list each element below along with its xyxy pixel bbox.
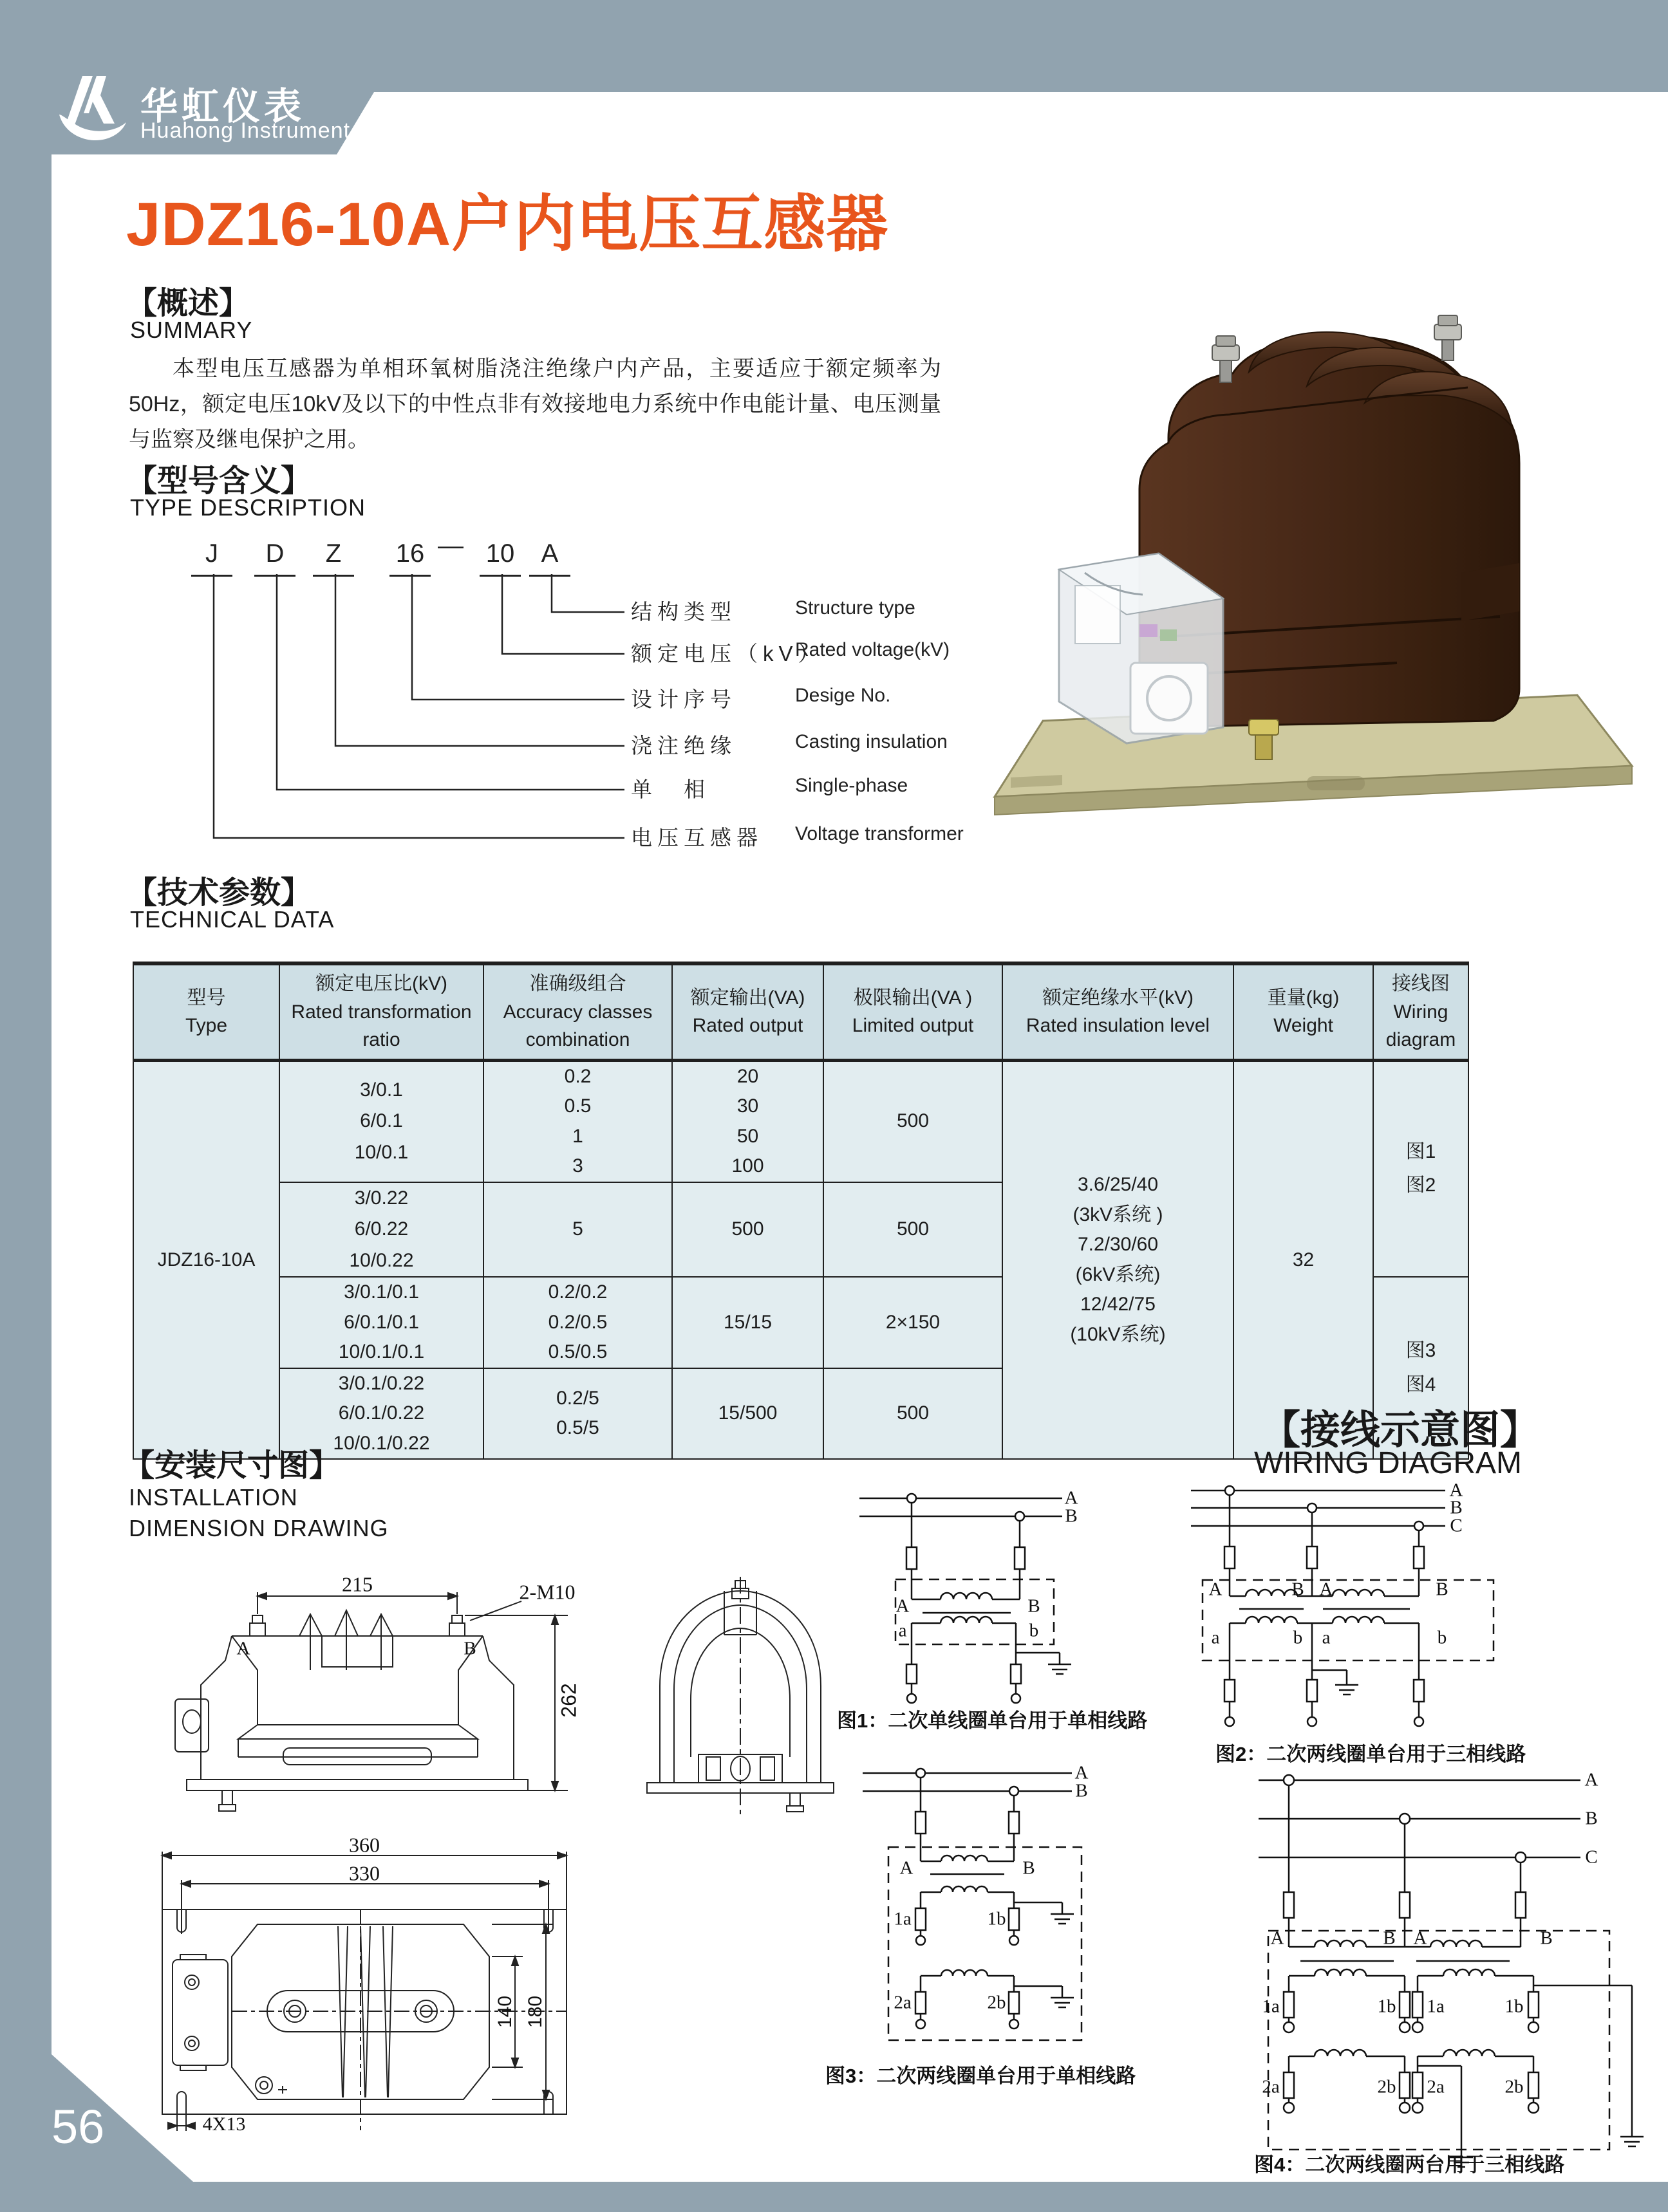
winding-label: B	[1291, 1579, 1304, 1600]
bus-label: A	[1074, 1762, 1089, 1783]
dim-label-180: 180	[525, 1995, 546, 2029]
typedesc-label-en: Desige No.	[795, 685, 891, 706]
page-number: 56	[52, 2100, 105, 2153]
winding-label: a	[898, 1620, 907, 1641]
winding-label: A	[1208, 1579, 1223, 1600]
wiring-heading-cn: 【接线示意图】	[1260, 1408, 1541, 1453]
cell-accuracy: 0.2/5 0.5/5	[483, 1368, 672, 1460]
dimension-drawing-side	[634, 1564, 847, 1821]
install-heading-cn: 【安装尺寸图】	[124, 1449, 341, 1483]
col-header-accuracy: 准确级组合 Accuracy classes combination	[483, 963, 672, 1060]
winding-label: A	[1319, 1579, 1333, 1600]
wiring-fig4	[1249, 1763, 1661, 2175]
fig1-caption: 图1：二次单线圈单台用于单相线路	[837, 1709, 1148, 1732]
typedesc-label-cn: 额定电压（kV）	[631, 642, 825, 665]
winding-label: 1a	[894, 1908, 912, 1929]
winding-label: 2b	[987, 1992, 1006, 2013]
cell-rated: 20 30 50 100	[672, 1060, 823, 1182]
typedesc-label-en: Casting insulation	[795, 731, 948, 752]
terminal-label-A: A	[236, 1638, 250, 1659]
col-header-ratio: 额定电压比(kV) Rated transformation ratio	[279, 963, 483, 1060]
type-code-J: J	[191, 539, 232, 577]
bus-label: C	[1585, 1846, 1598, 1868]
cell-insulation: 3.6/25/40 (3kV系统 ) 7.2/30/60 (6kV系统) 12/42/75 (10kV系统)	[1002, 1060, 1233, 1459]
typedesc-label-en: Single-phase	[795, 775, 908, 796]
dimension-drawing-plan	[155, 1833, 605, 2140]
cell-rated: 500	[672, 1182, 823, 1278]
type-code-D: D	[254, 539, 295, 577]
winding-label: 2b	[1377, 2076, 1396, 2097]
cell-ratios: 3/0.1/0.22 6/0.1/0.22 10/0.1/0.22	[279, 1368, 483, 1460]
logo-text-cn: 华虹仪表	[140, 86, 306, 127]
winding-label: 1a	[1427, 1996, 1445, 2017]
winding-label: B	[1027, 1595, 1040, 1617]
type-code-16: 16	[389, 539, 431, 577]
col-header-rated-output: 额定输出(VA) Rated output	[672, 963, 823, 1060]
cell-limited: 500	[823, 1182, 1002, 1278]
tech-heading-cn: 【技术参数】	[126, 876, 312, 910]
winding-label: b	[1437, 1627, 1447, 1648]
typedesc-label-en: Voltage transformer	[795, 823, 964, 844]
cell-rated: 15/15	[672, 1277, 823, 1368]
cell-limited: 2×150	[823, 1277, 1002, 1368]
install-heading-en1: INSTALLATION	[129, 1484, 298, 1510]
cell-ratios: 3/0.1 6/0.1 10/0.1	[279, 1060, 483, 1182]
typedesc-label-cn: 浇注绝缘	[631, 734, 736, 757]
winding-label: a	[1211, 1627, 1220, 1648]
wiring-heading-en: WIRING DIAGRAM	[1254, 1446, 1522, 1480]
cell-wiring-bottom: 图3 图4	[1373, 1277, 1468, 1459]
cell-rated: 15/500	[672, 1368, 823, 1460]
bus-label: B	[1065, 1505, 1078, 1527]
winding-label: 2b	[1504, 2076, 1524, 2097]
fig3-caption: 图3：二次两线圈单台用于单相线路	[825, 2065, 1136, 2087]
cell-type: JDZ16-10A	[133, 1060, 279, 1459]
fig2-caption: 图2：二次两线圈单台用于三相线路	[1215, 1743, 1526, 1765]
cell-accuracy: 0.2/0.2 0.2/0.5 0.5/0.5	[483, 1277, 672, 1368]
table-row-group1	[133, 1060, 1468, 1182]
winding-label: 2a	[894, 1992, 912, 2013]
col-header-insulation: 额定绝缘水平(kV) Rated insulation level	[1002, 963, 1233, 1060]
cell-accuracy: 0.2 0.5 1 3	[483, 1060, 672, 1182]
winding-label: A	[1413, 1928, 1427, 1949]
cell-limited: 500	[823, 1060, 1002, 1182]
bus-label: A	[1064, 1487, 1078, 1509]
dim-label-262: 262	[557, 1683, 581, 1718]
bus-label: B	[1585, 1808, 1598, 1829]
winding-label: b	[1029, 1620, 1039, 1641]
fig4-caption: 图4：二次两线圈两台用于三相线路	[1254, 2153, 1565, 2176]
summary-heading-en: SUMMARY	[130, 317, 253, 343]
dim-label-215: 215	[342, 1572, 373, 1596]
install-heading-en2: DIMENSION DRAWING	[129, 1515, 389, 1541]
terminal-label-B: B	[464, 1638, 476, 1659]
col-header-wiring: 接线图 Wiring diagram	[1373, 963, 1468, 1060]
typedesc-label-cn: 设计序号	[631, 687, 736, 711]
col-header-weight: 重量(kg) Weight	[1233, 963, 1373, 1060]
cell-accuracy: 5	[483, 1182, 672, 1278]
typedesc-label-cn: 结构类型	[631, 600, 736, 624]
col-header-limited-output: 极限输出(VA ) Limited output	[823, 963, 1002, 1060]
winding-label: 1b	[1377, 1996, 1396, 2017]
dim-label-4X13: 4X13	[202, 2114, 246, 2135]
typedesc-label-en: Structure type	[795, 597, 915, 618]
logo-icon	[55, 75, 131, 147]
dim-label-2-M10: 2-M10	[519, 1580, 576, 1604]
winding-label: 2a	[1427, 2076, 1445, 2097]
bus-label: C	[1450, 1515, 1463, 1536]
winding-label: b	[1293, 1627, 1303, 1648]
winding-label: 1a	[1262, 1996, 1280, 2017]
bus-label: A	[1584, 1769, 1598, 1790]
type-code-dash: —	[438, 532, 464, 560]
type-code-10: 10	[480, 539, 521, 577]
page-title: JDZ16-10A户内电压互感器	[126, 190, 889, 259]
bus-label: B	[1450, 1497, 1463, 1518]
typedesc-label-cn: 电压互感器	[631, 826, 763, 850]
technical-table	[133, 962, 1469, 1460]
winding-label: B	[1022, 1857, 1035, 1879]
typedesc-heading-en: TYPE DESCRIPTION	[130, 494, 366, 521]
wiring-fig2	[1178, 1480, 1629, 1738]
cell-ratios: 3/0.22 6/0.22 10/0.22	[279, 1182, 483, 1278]
winding-label: B	[1436, 1579, 1448, 1600]
cell-weight: 32	[1233, 1060, 1373, 1459]
wiring-fig3	[850, 1763, 1152, 2053]
winding-label: A	[895, 1595, 910, 1617]
typedesc-label-cn: 单 相	[631, 777, 710, 801]
winding-label: B	[1383, 1928, 1396, 1949]
winding-label: 1b	[1504, 1996, 1524, 2017]
product-photo	[946, 277, 1654, 843]
dimension-drawing-front	[161, 1564, 599, 1821]
type-code-A: A	[529, 539, 570, 577]
typedesc-heading-cn: 【型号含义】	[126, 464, 312, 498]
col-header-type: 型号 Type	[133, 963, 279, 1060]
dim-label-360: 360	[349, 1833, 380, 1857]
cell-wiring-top: 图1 图2	[1373, 1060, 1468, 1277]
logo-text-en: Huahong Instrument	[140, 118, 351, 143]
winding-label: 1b	[987, 1908, 1006, 1929]
bus-label: B	[1075, 1780, 1088, 1801]
typedesc-label-en: Rated voltage(kV)	[795, 639, 950, 660]
winding-label: 2a	[1262, 2076, 1280, 2097]
type-code-Z: Z	[313, 539, 354, 577]
wiring-fig1	[850, 1487, 1152, 1709]
dim-label-330: 330	[349, 1861, 380, 1885]
winding-label: A	[899, 1857, 914, 1879]
tech-heading-en: TECHNICAL DATA	[130, 906, 335, 933]
winding-label: B	[1540, 1928, 1553, 1949]
dim-label-140: 140	[494, 1995, 516, 2029]
winding-label: A	[1270, 1928, 1284, 1949]
summary-heading-cn: 【概述】	[126, 286, 250, 321]
bus-label: A	[1449, 1480, 1463, 1501]
cell-limited: 500	[823, 1368, 1002, 1460]
summary-paragraph: 本型电压互感器为单相环氧树脂浇注绝缘户内产品，主要适应于额定频率为50Hz，额定电压10kV及以下的中性点非有效接地电力系统中作电能计量、电压测量与监察及继电保护之用。	[129, 357, 941, 452]
cell-ratios: 3/0.1/0.1 6/0.1/0.1 10/0.1/0.1	[279, 1277, 483, 1368]
winding-label: a	[1322, 1627, 1331, 1648]
